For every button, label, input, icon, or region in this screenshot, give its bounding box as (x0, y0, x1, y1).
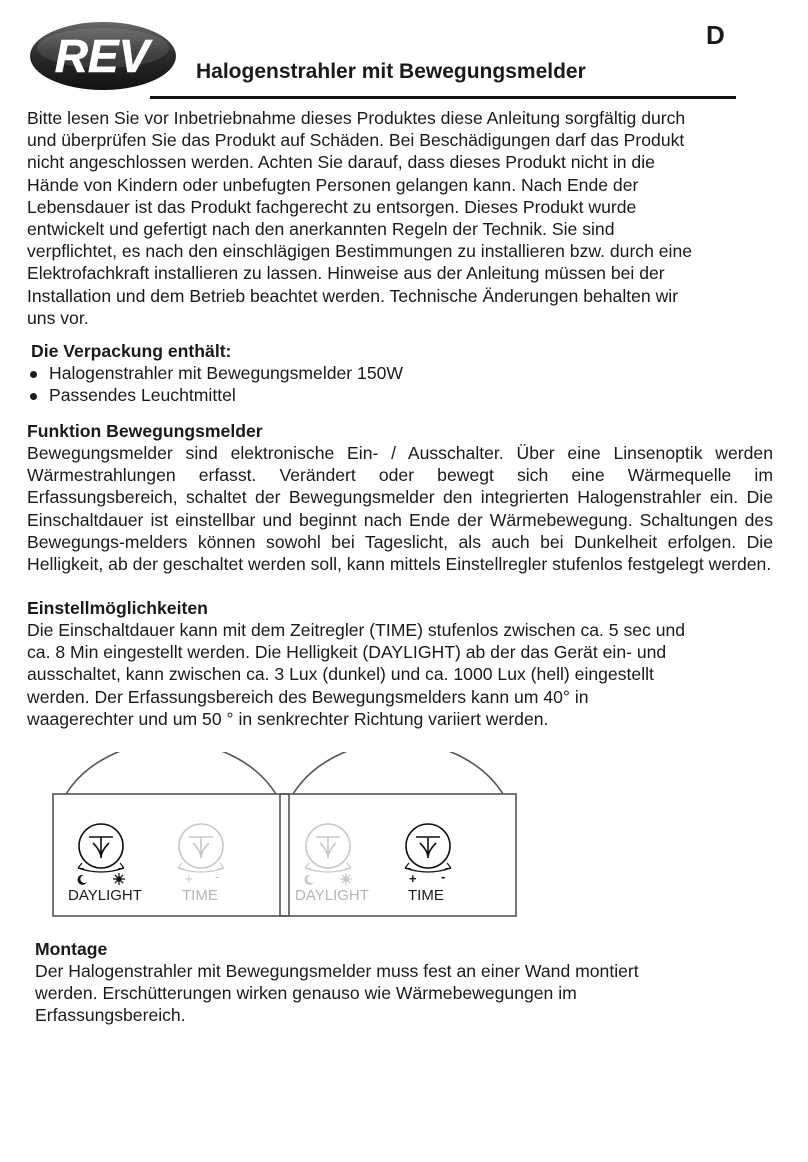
intro-line: Elektrofachkraft installieren zu lassen. Hinweise aus der Anleitung müssen bei der (27, 263, 665, 284)
title-rule (150, 96, 736, 99)
logo-text: REV (54, 30, 150, 82)
settings-paragraph (27, 619, 773, 730)
list-item: Halogenstrahler mit Bewegungsmelder 150W (27, 362, 403, 384)
settings-line: waagerechter und um 50 ° in senkrechter Richtung variiert werden. (27, 708, 549, 729)
moon-icon (78, 875, 87, 885)
intro-line: Bitte lesen Sie vor Inbetriebnahme dieses Produktes diese Anleitung sorgfältig durch (27, 108, 686, 128)
language-marker: D (706, 20, 725, 50)
time-label: TIME (408, 887, 444, 904)
sun-icon (113, 873, 125, 885)
time-label-dimmed: TIME (182, 887, 218, 904)
rev-logo (28, 18, 178, 92)
list-item: Passendes Leuchtmittel (27, 384, 403, 406)
function-paragraph: Bewegungsmelder sind elektronische Ein- / Ausschalter. Über eine Linsenoptik werden Wärmestrahlungen erfasst. Verändert oder bewegt sich eine Wärmequelle im Erfassungsbereich, schaltet der Bewegungsmelder den integrierten Halogenstrahler ein. Die Einschaltdauer ist einstellbar und beginnt nach Ende der Wärmebewegung. Schaltungen des Bewegungs-melders können sowohl bei Tageslicht, als auch bei Dunkelheit erfolgen. Die Helligkeit, ab der geschaltet werden soll, kann mittels Einstellregler stufenlos festgelegt werden. (27, 443, 773, 575)
intro-line: Installation und dem Betrieb beachtet werden. Technische Änderungen behalten wir (27, 285, 679, 306)
moon-icon (305, 875, 314, 885)
daylight-label-dimmed: DAYLIGHT (295, 887, 369, 904)
function-heading: Funktion Bewegungsmelder (27, 421, 263, 441)
package-list (27, 362, 403, 406)
daylight-knob-icon (78, 824, 124, 872)
minus-symbol: - (441, 869, 446, 884)
settings-line: ca. 8 Min eingestellt werden. Die Helligkeit (DAYLIGHT) ab der das Gerät ein- und (27, 642, 667, 663)
intro-line: Lebensdauer ist das Produkt fachgerecht zu entsorgen. Dieses Produkt wurde (27, 196, 637, 217)
mounting-line: Erfassungsbereich. (35, 1005, 186, 1026)
intro-line: Hände von Kindern oder unbefugten Personen gelangen kann. Nach Ende der (27, 174, 639, 195)
plus-symbol: + (185, 871, 193, 886)
daylight-knob-icon-dimmed (305, 824, 351, 872)
settings-line: werden. Der Erfassungsbereich des Bewegungsmelders kann um 40° in (27, 686, 589, 707)
time-knob-icon-dimmed (178, 824, 224, 872)
package-heading: Die Verpackung enthält: (31, 341, 232, 361)
plus-symbol: + (409, 871, 417, 886)
time-knob-icon (405, 824, 451, 872)
settings-heading: Einstellmöglichkeiten (27, 598, 208, 618)
minus-symbol: - (215, 869, 220, 884)
settings-line: ausschaltet, kann zwischen ca. 3 Lux (dunkel) und ca. 1000 Lux (hell) eingestellt (27, 664, 654, 685)
sun-icon (340, 873, 352, 885)
intro-line: uns vor. (27, 307, 89, 328)
intro-line: und überprüfen Sie das Produkt auf Schäden. Bei Beschädigungen darf das Produkt (27, 130, 685, 151)
intro-line: verpflichtet, es nach den einschlägigen Bestimmungen zu installieren bzw. durch eine (27, 241, 693, 262)
mounting-paragraph (35, 960, 765, 1027)
intro-line: entwickelt und gefertigt nach den anerkannten Regeln der Technik. Sie sind (27, 219, 615, 240)
settings-line: Die Einschaltdauer kann mit dem Zeitregler (TIME) stufenlos zwischen ca. 5 sec und (27, 620, 686, 640)
intro-line: nicht angeschlossen werden. Achten Sie darauf, dass dieses Produkt nicht in die (27, 152, 655, 173)
daylight-label: DAYLIGHT (68, 887, 142, 904)
mounting-heading: Montage (35, 939, 108, 959)
mounting-line: Der Halogenstrahler mit Bewegungsmelder muss fest an einer Wand montiert (35, 961, 639, 981)
page-title: Halogenstrahler mit Bewegungsmelder (196, 60, 586, 83)
intro-paragraph (27, 107, 773, 329)
mounting-line: werden. Erschütterungen wirken genauso wie Wärmebewegungen im (35, 983, 577, 1004)
